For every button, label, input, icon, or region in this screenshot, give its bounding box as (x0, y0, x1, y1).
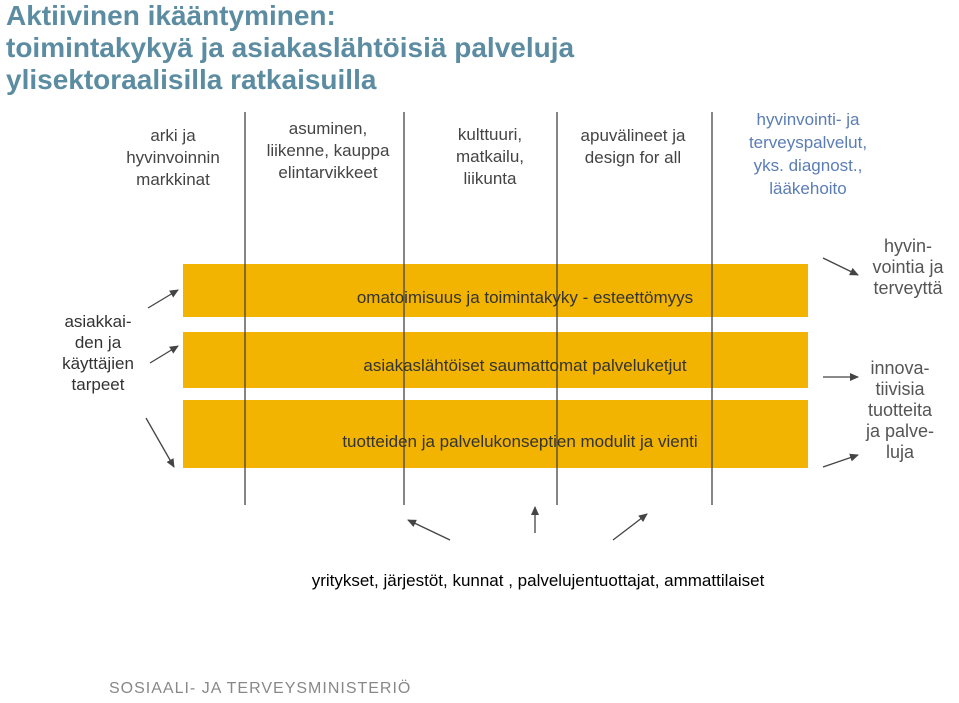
column-header-line: yks. diagnost., (753, 156, 863, 175)
left-label-line: käyttäjien (62, 354, 134, 373)
column-header-line: hyvinvoinnin (126, 148, 220, 167)
column-header-line: terveyspalvelut, (748, 133, 868, 152)
right-label-line: tuotteita (867, 400, 933, 420)
right-label-line: terveyttä (873, 278, 943, 298)
column-header-line: arki ja (150, 126, 196, 145)
column-header-line: elintarvikkeet (278, 163, 378, 182)
right-label-line: hyvin- (883, 236, 932, 256)
arrow-right-top (823, 258, 858, 275)
arrow-left-bottom (146, 418, 174, 467)
band-label-1: omatoimisuus ja toimintakyky - esteettömyys (356, 288, 694, 307)
right-label-line: vointia ja (872, 257, 944, 277)
arrow-left-top (148, 290, 178, 308)
column-header-line: apuvälineet ja (580, 126, 686, 145)
right-label-top (858, 236, 958, 299)
left-label-line: tarpeet (71, 375, 125, 394)
bottom-label: yritykset, järjestöt, kunnat , palvelujentuottajat, ammattilaiset (311, 571, 765, 590)
ministry-logo-text: SOSIAALI- JA TERVEYSMINISTERIÖ (109, 680, 412, 697)
column-header-line: markkinat (136, 170, 210, 189)
title-line-3: ylisektoraalisilla ratkaisuilla (6, 64, 377, 95)
band-label-2: asiakaslähtöiset saumattomat palveluketjut (363, 356, 687, 375)
column-header-line: lääkehoito (769, 179, 847, 198)
right-label-line: luja (885, 442, 915, 462)
right-label-line: tiivisia (875, 379, 925, 399)
band-label-3: tuotteiden ja palvelukonseptien modulit ja vienti (342, 432, 698, 451)
right-label-line: innova- (870, 358, 930, 378)
column-header-line: kulttuuri, (457, 125, 523, 144)
arrow-bottom-right (613, 514, 647, 540)
column-header-line: liikunta (463, 169, 517, 188)
column-header-line: design for all (584, 148, 682, 167)
right-label-bottom (850, 358, 950, 463)
left-label-line: asiakkai- (64, 312, 132, 331)
column-header-line: hyvinvointi- ja (756, 110, 860, 129)
left-label (48, 311, 148, 395)
column-header-line: asuminen, (288, 119, 368, 138)
left-label-line: den ja (74, 333, 122, 352)
column-header-line: liikenne, kauppa (266, 141, 390, 160)
title-line-1: Aktiivinen ikääntyminen: (6, 0, 336, 31)
title-line-2: toimintakykyä ja asiakaslähtöisiä palveluja (6, 32, 575, 63)
arrow-bottom-left (408, 520, 450, 540)
column-header-line: matkailu, (455, 147, 525, 166)
right-label-line: ja palve- (865, 421, 935, 441)
arrow-left-middle (150, 346, 178, 363)
